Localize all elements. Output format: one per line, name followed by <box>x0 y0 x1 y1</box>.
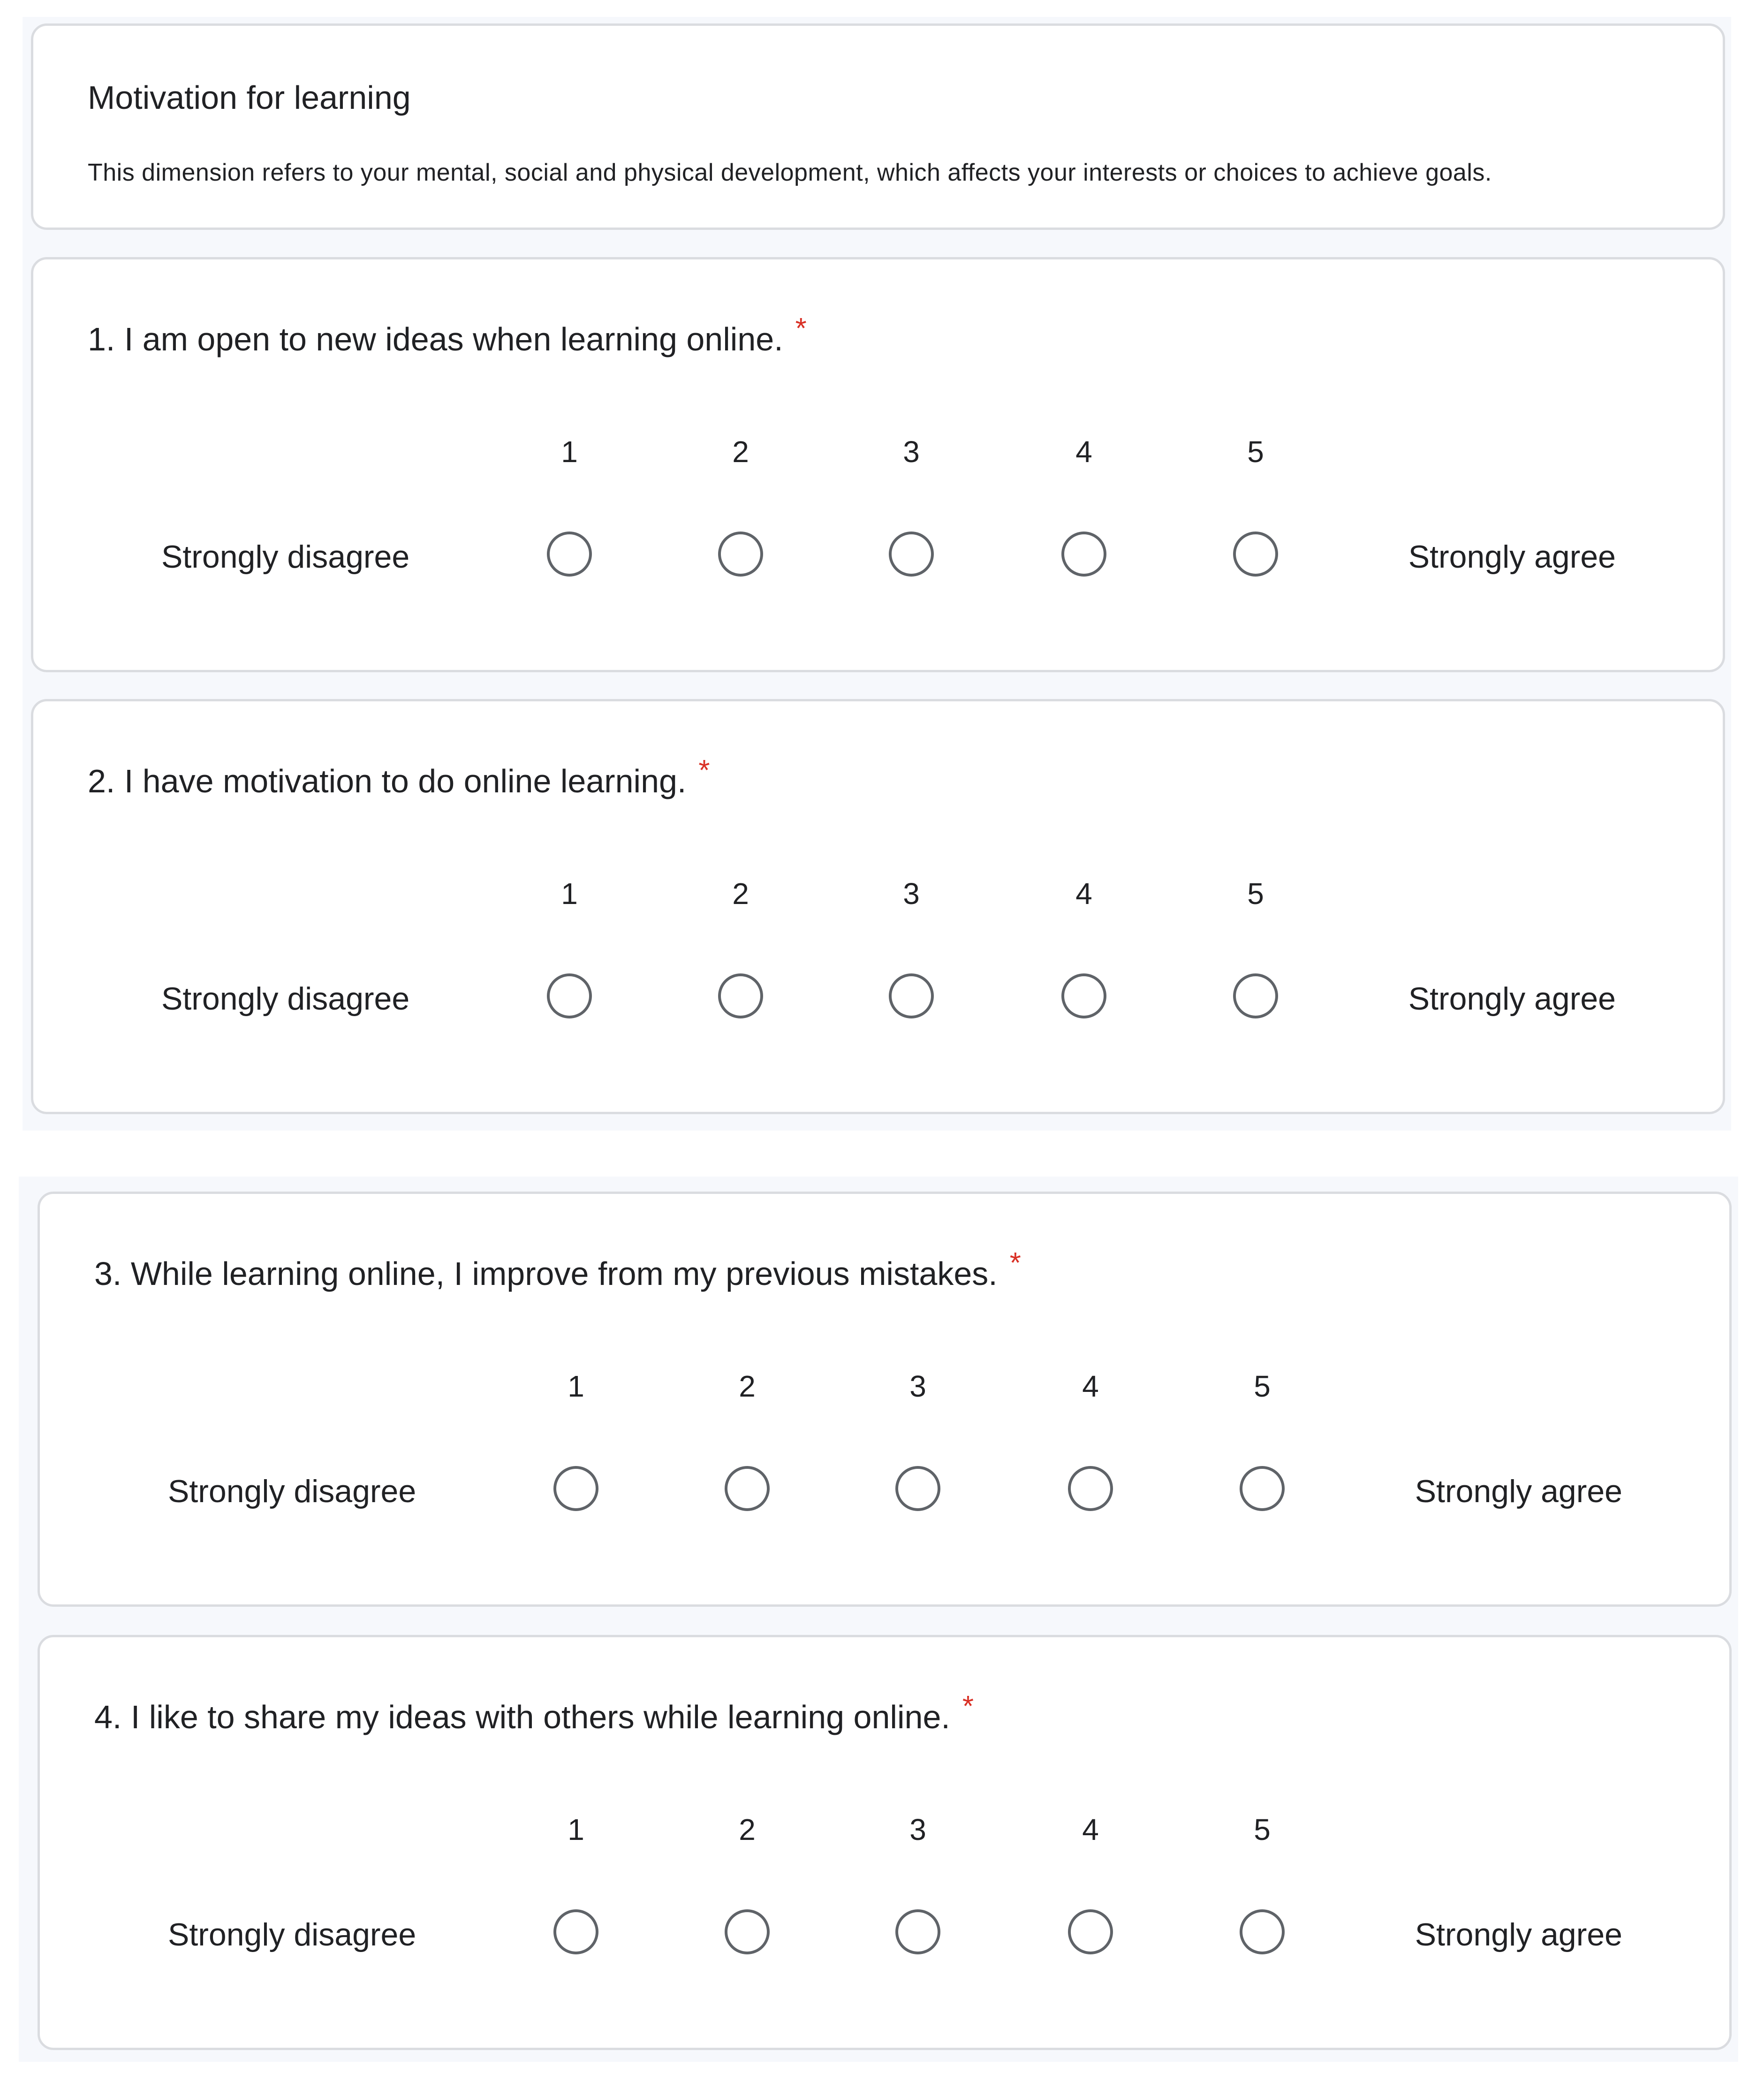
scale-low-label: Strongly disagree <box>161 981 410 1017</box>
question-title <box>94 1247 1021 1292</box>
scale-label-2: 2 <box>732 435 749 469</box>
required-asterisk: * <box>698 754 710 787</box>
radio-option-4[interactable] <box>1068 1909 1113 1954</box>
question-card <box>38 1192 1732 1607</box>
scale-label-4: 4 <box>1075 435 1092 469</box>
radio-option-5[interactable] <box>1233 973 1278 1018</box>
question-title <box>88 754 710 799</box>
scale-label-2: 2 <box>739 1369 756 1403</box>
scale-label-3: 3 <box>909 1369 926 1403</box>
radio-option-5[interactable] <box>1240 1466 1285 1511</box>
scale-label-1: 1 <box>568 1369 584 1403</box>
scale-label-5: 5 <box>1247 877 1264 911</box>
section-description: This dimension refers to your mental, social and physical development, which affects your interests or choices to achieve goals. <box>88 159 1492 186</box>
scale-low-label: Strongly disagree <box>168 1474 416 1509</box>
scale-high-label: Strongly agree <box>1408 981 1616 1017</box>
scale-label-4: 4 <box>1075 877 1092 911</box>
question-text: 3. While learning online, I improve from my previous mistakes. <box>94 1255 998 1292</box>
scale-label-3: 3 <box>909 1813 926 1846</box>
radio-option-2[interactable] <box>725 1909 770 1954</box>
scale-high-label: Strongly agree <box>1415 1917 1622 1952</box>
required-asterisk: * <box>795 312 807 345</box>
required-asterisk: * <box>962 1690 974 1723</box>
radio-option-1[interactable] <box>547 973 592 1018</box>
question-title <box>94 1690 974 1735</box>
scale-label-1: 1 <box>561 877 578 911</box>
question-card <box>38 1635 1732 2050</box>
scale-low-label: Strongly disagree <box>168 1917 416 1952</box>
scale-low-label: Strongly disagree <box>161 539 410 575</box>
scale-label-2: 2 <box>739 1813 756 1846</box>
radio-option-2[interactable] <box>718 973 763 1018</box>
radio-option-1[interactable] <box>553 1466 598 1511</box>
scale-label-4: 4 <box>1082 1369 1099 1403</box>
scale-high-label: Strongly agree <box>1415 1474 1622 1509</box>
question-card <box>31 257 1725 672</box>
section-header-card <box>31 23 1725 230</box>
scale-label-1: 1 <box>568 1813 584 1846</box>
scale-label-5: 5 <box>1254 1369 1271 1403</box>
scale-label-5: 5 <box>1254 1813 1271 1846</box>
question-card <box>31 699 1725 1114</box>
radio-option-1[interactable] <box>547 532 592 577</box>
radio-option-3[interactable] <box>895 1909 940 1954</box>
scale-label-1: 1 <box>561 435 578 469</box>
scale-label-2: 2 <box>732 877 749 911</box>
radio-option-4[interactable] <box>1061 532 1106 577</box>
required-asterisk: * <box>1009 1247 1021 1279</box>
scale-label-5: 5 <box>1247 435 1264 469</box>
scale-label-3: 3 <box>903 877 920 911</box>
radio-option-2[interactable] <box>718 532 763 577</box>
question-text: 2. I have motivation to do online learning. <box>88 763 687 799</box>
question-text: 4. I like to share my ideas with others while learning online. <box>94 1699 950 1735</box>
radio-option-3[interactable] <box>889 973 934 1018</box>
scale-label-4: 4 <box>1082 1813 1099 1846</box>
question-title <box>88 312 807 357</box>
radio-option-2[interactable] <box>725 1466 770 1511</box>
radio-option-4[interactable] <box>1068 1466 1113 1511</box>
radio-option-1[interactable] <box>553 1909 598 1954</box>
radio-option-5[interactable] <box>1240 1909 1285 1954</box>
question-text: 1. I am open to new ideas when learning online. <box>88 321 783 357</box>
section-title: Motivation for learning <box>88 79 411 116</box>
radio-option-3[interactable] <box>895 1466 940 1511</box>
radio-option-5[interactable] <box>1233 532 1278 577</box>
scale-high-label: Strongly agree <box>1408 539 1616 575</box>
radio-option-3[interactable] <box>889 532 934 577</box>
radio-option-4[interactable] <box>1061 973 1106 1018</box>
scale-label-3: 3 <box>903 435 920 469</box>
